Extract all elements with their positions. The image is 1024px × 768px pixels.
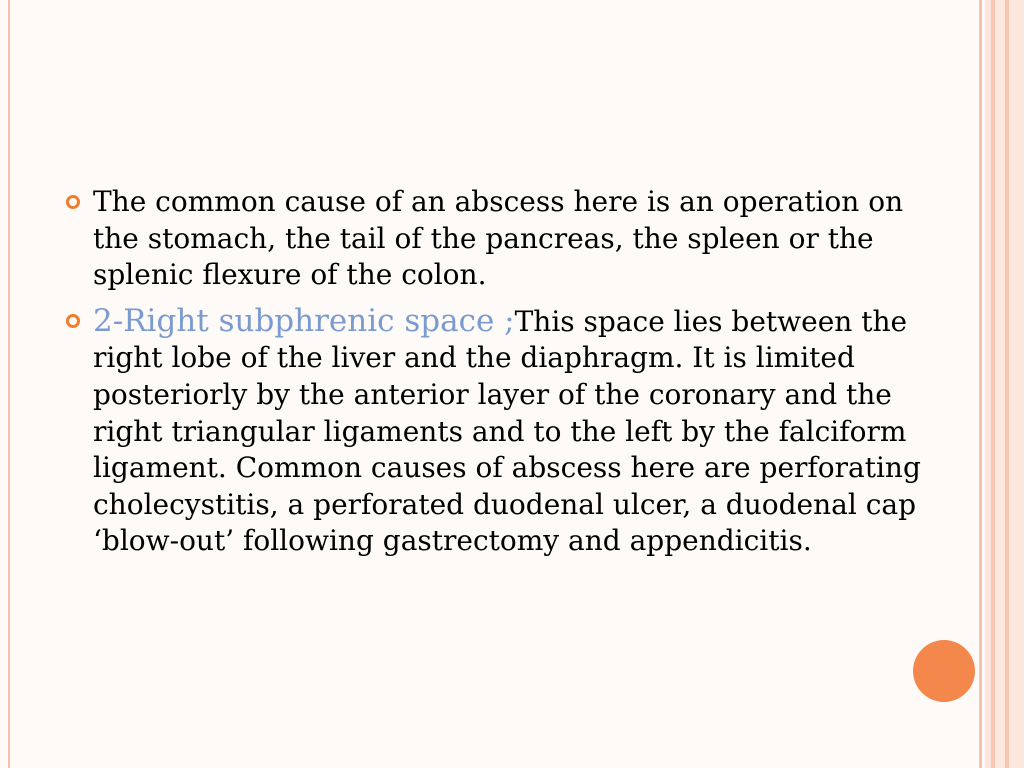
bullet-item-1 [62, 184, 942, 294]
decorative-circle [913, 640, 975, 702]
frame-left-line [8, 0, 10, 768]
bullet-item-2 [62, 303, 942, 560]
bullet-icon [66, 314, 80, 328]
frame-right-line [979, 0, 982, 768]
bullet-icon [66, 195, 80, 209]
bullet-text: This space lies between the right lobe of the liver and the diaphragm. It is limited posteriorly by the anterior layer of the coronary and the right triangular ligaments and to the left by the falciform ligament. Common causes of abscess here are perforating cholecystitis, a perforated duodenal ulcer, a duodenal cap ‘blow-out’ following gastrectomy and appendicitis. [93, 304, 921, 558]
bullet-text: The common cause of an abscess here is an operation on the stomach, the tail of the pancreas, the spleen or the splenic flexure of the colon. [93, 185, 904, 292]
slide-body [62, 184, 942, 560]
decorative-stripes [985, 0, 1024, 768]
section-heading: 2-Right subphrenic space ; [93, 302, 515, 339]
